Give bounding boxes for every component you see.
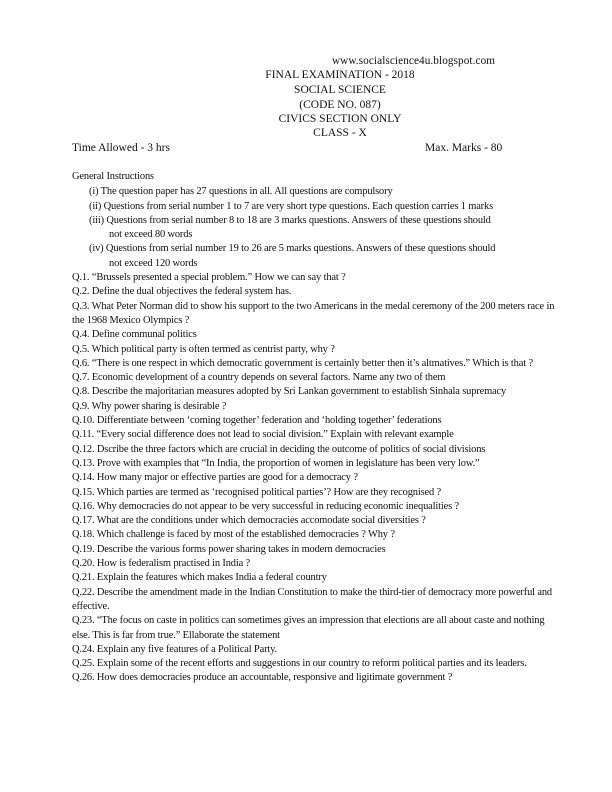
question-1: Q.1. “Brussels presented a special problem.” How we can say that ? (72, 272, 346, 284)
question-2: Q.2. Define the dual objectives the federal system has. (72, 286, 292, 298)
question-4: Q.4. Define communal politics (72, 329, 197, 341)
instructions-title: General Instructions (72, 171, 154, 182)
time-allowed: Time Allowed - 3 hrs (72, 142, 170, 154)
subject-code: (CODE NO. 087) (299, 99, 381, 111)
question-8: Q.8. Describe the majoritarian measures adopted by Sri Lankan government to establish Sinhala supremacy (72, 386, 507, 398)
exam-title: FINAL EXAMINATION - 2018 (265, 69, 415, 81)
question-25: Q.25. Explain some of the recent efforts and suggestions in our country to reform political parties and its leaders. (72, 658, 527, 670)
question-6: Q.6. “There is one respect in which democratic government is certainly better then it’s altmatives.” Which is that ? (72, 357, 533, 369)
question-11: Q.11. “Every social difference does not lead to social division.” Explain with relevant example (72, 429, 454, 441)
instruction-list (89, 185, 564, 271)
question-19: Q.19. Describe the various forms power sharing takes in modern democracies (72, 543, 386, 555)
question-16: Q.16. Why democracies do not appear to be very successful in reducing economic inequalities ? (72, 500, 459, 512)
instruction-item-continued: not exceed 80 words (109, 229, 193, 241)
question-18: Q.18. Which challenge is faced by most of the established democracies ? Why ? (72, 529, 395, 541)
question-14: Q.14. How many major or effective parties are good for a democracy ? (72, 472, 358, 484)
question-24: Q.24. Explain any five features of a Political Party. (72, 643, 277, 655)
class-title: CLASS - X (313, 127, 367, 139)
instruction-item: (ii) Questions from serial number 1 to 7 are very short type questions. Each question carries 1 marks (89, 200, 493, 212)
question-26: Q.26. How does democracies produce an accountable, responsive and ligitimate government ? (72, 672, 453, 684)
question-15: Q.15. Which parties are termed as ‘recognised political parties’? How are they recognised ? (72, 486, 442, 498)
question-17: Q.17. What are the conditions under which democracies accomodate social diversities ? (72, 515, 426, 527)
question-22: Q.22. Describe the amendment made in the Indian Constitution to make the third-tier of democracy more powerful and effective. (72, 586, 552, 612)
website-url: www.socialscience4u.blogspot.com (332, 55, 496, 67)
question-3: Q.3. What Peter Norman did to show his support to the two Americans in the medal ceremony of the 200 meters race in the 1968 Mexico Olympics ? (72, 300, 555, 326)
instruction-item: (i) The question paper has 27 questions in all. All questions are compulsory (89, 186, 393, 198)
section-title: CIVICS SECTION ONLY (278, 113, 402, 125)
question-9: Q.9. Why power sharing is desirable ? (72, 400, 227, 412)
exam-body (72, 170, 564, 686)
question-7: Q.7. Economic development of a country depends on several factors. Name any two of them (72, 372, 446, 384)
instruction-item: (iii) Questions from serial number 8 to 18 are 3 marks questions. Answers of these questions should (89, 214, 491, 226)
max-marks: Max. Marks - 80 (425, 142, 503, 154)
question-23: Q.23. “The focus on caste in politics can sometimes gives an impression that elections are all about caste and nothing else. This is far from true.” Ellaborate the statement (72, 615, 545, 641)
question-12: Q.12. Dscribe the three factors which are crucial in deciding the outcome of politics of social divisions (72, 443, 486, 455)
question-5: Q.5. Which political party is often termed as centrist party, why ? (72, 343, 335, 355)
question-10: Q.10. Differentiate between ‘coming together’ federation and ‘holding together’ federations (72, 415, 442, 427)
question-21: Q.21. Explain the features which makes India a federal country (72, 572, 327, 584)
question-20: Q.20. How is federalism practised in India ? (72, 558, 251, 570)
instruction-item: (iv) Questions from serial number 19 to 26 are 5 marks questions. Answers of these questions should (89, 243, 496, 255)
instruction-item-continued: not exceed 120 words (109, 257, 198, 269)
question-list (72, 271, 564, 686)
question-13: Q.13. Prove with examples that “In India, the proportion of women in legislature has been very low.” (72, 457, 480, 469)
subject-title: SOCIAL SCIENCE (294, 84, 386, 96)
